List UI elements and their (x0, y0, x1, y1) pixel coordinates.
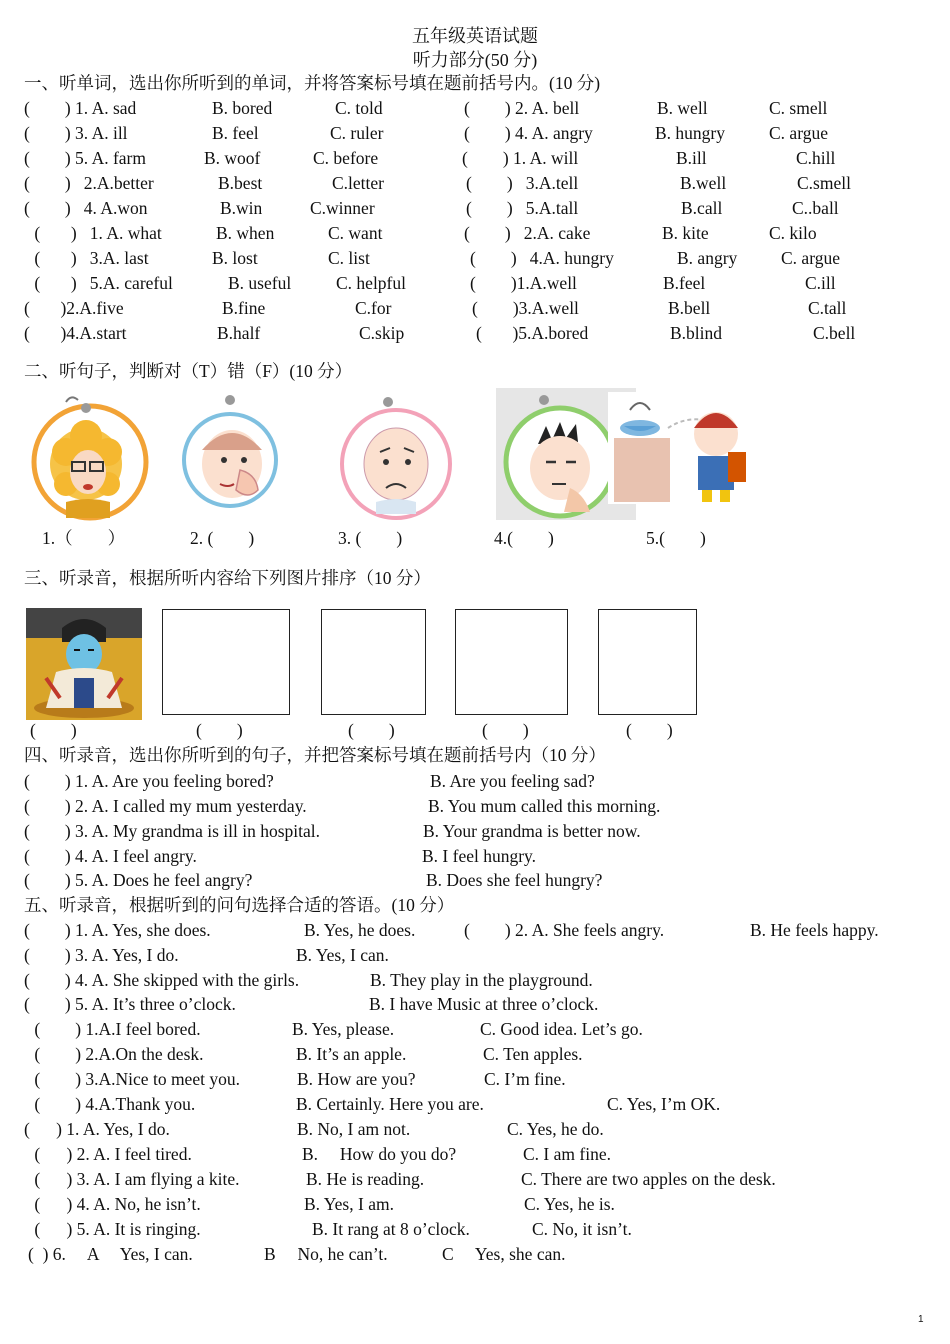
section1-option-c: C. list (328, 248, 370, 268)
section3-answer-label: ( ) (30, 720, 77, 740)
section1-item-right: ( ) 2.A. cake (464, 223, 591, 243)
section5-option-a: ( ) 1. A. Yes, I do. (24, 1119, 170, 1139)
section1-option-b: B. hungry (655, 123, 725, 143)
section5-option-c: C. Good idea. Let’s go. (480, 1019, 643, 1039)
section1-option-c: C..ball (792, 198, 839, 218)
section5-option-a: ( ) 3. A. I am flying a kite. (30, 1169, 240, 1189)
section4-option-a: ( ) 4. A. I feel angry. (24, 846, 197, 866)
section5-option-a: ( ) 5. A. It is ringing. (30, 1219, 201, 1239)
section5-option-b: B. Yes, I am. (304, 1194, 394, 1214)
section1-option-b: B.blind (670, 323, 723, 343)
section1-option-c: C. ruler (330, 123, 384, 143)
section4-option-b: B. Are you feeling sad? (430, 771, 595, 791)
section2-answer-label: 5.( ) (646, 528, 706, 548)
section1-option-b: B.bell (668, 298, 711, 318)
section3-heading: 三、听录音，根据所听内容给下列图片排序（10 分） (24, 568, 431, 588)
section1-option-b: B. when (216, 223, 275, 243)
section1-option-c: C.bell (813, 323, 856, 343)
section5-heading: 五、听录音，根据听到的问句选择合适的答语。(10 分） (24, 895, 455, 915)
empty-picture-box-4 (455, 609, 568, 715)
section2-heading: 二、听句子，判断对（T）错（F）(10 分） (24, 361, 353, 381)
section1-option-b: B.feel (663, 273, 706, 293)
section1-item-left: ( )2.A.five (24, 298, 124, 318)
section5-option-b: B. Yes, please. (292, 1019, 395, 1039)
section5-option-d: B. He feels happy. (750, 920, 879, 940)
picture-girl-fever (26, 392, 152, 522)
section1-item-left: ( ) 1. A. sad (24, 98, 137, 118)
section5-option-b: B. It’s an apple. (296, 1044, 407, 1064)
picture-hungry-boy (608, 392, 762, 504)
section5-option-a: ( ) 1. A. Yes, she does. (24, 920, 211, 940)
picture-opera-performer (26, 608, 142, 720)
section1-option-b: B.ill (676, 148, 707, 168)
section1-option-c: C. before (313, 148, 379, 168)
section5-option-b: B No, he can’t. (264, 1244, 388, 1264)
section5-option-b: B. Yes, I can. (296, 945, 389, 965)
section1-option-c: C. argue (781, 248, 840, 268)
section2-answer-label: 2. ( ) (190, 528, 255, 548)
section4-option-a: ( ) 1. A. Are you feeling bored? (24, 771, 274, 791)
section5-option-b: B. It rang at 8 o’clock. (312, 1219, 470, 1239)
section1-item-right: ( ) 4.A. hungry (470, 248, 614, 268)
section2-answer-label: 3. ( ) (338, 528, 403, 548)
section1-option-b: B. kite (662, 223, 709, 243)
section3-answer-label: ( ) (626, 720, 673, 740)
section1-item-left: ( ) 5. A. farm (24, 148, 146, 168)
section5-option-a: ( ) 6. A Yes, I can. (28, 1244, 193, 1264)
section5-option-c: C. No, it isn’t. (532, 1219, 632, 1239)
section5-option-a: ( ) 3. A. Yes, I do. (24, 945, 179, 965)
section1-option-c: C.for (355, 298, 392, 318)
section5-option-c: C. I am fine. (523, 1144, 611, 1164)
section5-option-a: ( ) 4. A. No, he isn’t. (30, 1194, 201, 1214)
section1-option-b: B. useful (228, 273, 292, 293)
section1-item-right: ( )1.A.well (470, 273, 577, 293)
section1-option-c: C.tall (808, 298, 847, 318)
section5-option-b: B. Certainly. Here you are. (296, 1094, 484, 1114)
section1-option-b: B. well (657, 98, 708, 118)
section5-option-a: ( ) 4.A.Thank you. (30, 1094, 196, 1114)
section1-option-c: C. kilo (769, 223, 817, 243)
section5-option-b: B. They play in the playground. (370, 970, 593, 990)
section5-option-b: B. Yes, he does. (304, 920, 416, 940)
page-title: 五年级英语试题 (412, 26, 538, 46)
section1-item-left: ( ) 5.A. careful (30, 273, 173, 293)
section1-option-b: B.best (218, 173, 263, 193)
section5-option-a: ( ) 4. A. She skipped with the girls. (24, 970, 300, 990)
section1-option-c: C.winner (310, 198, 375, 218)
section4-option-a: ( ) 2. A. I called my mum yesterday. (24, 796, 307, 816)
section1-option-b: B.win (220, 198, 263, 218)
section1-option-b: B. bored (212, 98, 273, 118)
empty-picture-box-5 (598, 609, 697, 715)
section1-option-b: B.fine (222, 298, 266, 318)
section4-option-b: B. You mum called this morning. (428, 796, 661, 816)
section1-item-right: ( )3.A.well (472, 298, 579, 318)
section1-item-left: ( ) 1. A. what (30, 223, 162, 243)
section1-item-right: ( ) 5.A.tall (466, 198, 579, 218)
section1-item-right: ( ) 3.A.tell (466, 173, 579, 193)
section5-option-a: ( ) 2.A.On the desk. (30, 1044, 204, 1064)
section5-option-b: B. How do you do? (302, 1144, 457, 1164)
section5-option-a: ( ) 5. A. It’s three o’clock. (24, 994, 236, 1014)
section4-option-b: B. Your grandma is better now. (423, 821, 641, 841)
section4-option-a: ( ) 3. A. My grandma is ill in hospital. (24, 821, 321, 841)
section1-item-left: ( ) 4. A.won (24, 198, 148, 218)
section1-item-left: ( ) 3.A. last (30, 248, 149, 268)
section1-option-b: B. feel (212, 123, 259, 143)
section5-option-b: B. How are you? (297, 1069, 416, 1089)
section5-option-b: B. He is reading. (306, 1169, 425, 1189)
section2-answer-label: 4.( ) (494, 528, 554, 548)
section1-option-b: B. woof (204, 148, 261, 168)
section1-option-c: C.ill (805, 273, 836, 293)
section5-option-b: B. I have Music at three o’clock. (369, 994, 599, 1014)
section1-option-c: C. told (335, 98, 383, 118)
section1-option-b: B. lost (212, 248, 258, 268)
section1-item-left: ( ) 2.A.better (24, 173, 154, 193)
section5-option-a: ( ) 2. A. I feel tired. (30, 1144, 192, 1164)
section1-item-right: ( ) 4. A. angry (464, 123, 593, 143)
empty-picture-box-2 (162, 609, 290, 715)
section4-heading: 四、听录音，选出你所听到的句子，并把答案标号填在题前括号内（10 分） (24, 745, 606, 765)
section1-option-c: C.letter (332, 173, 384, 193)
section3-answer-label: ( ) (196, 720, 243, 740)
section1-option-c: C.hill (796, 148, 836, 168)
section3-answer-label: ( ) (348, 720, 395, 740)
section4-option-b: B. Does she feel hungry? (426, 870, 603, 890)
section5-option-c: C. Yes, I’m OK. (607, 1094, 721, 1114)
section5-option-c: C. I’m fine. (484, 1069, 566, 1089)
section5-option-b: B. No, I am not. (297, 1119, 411, 1139)
section1-option-b: B.well (680, 173, 727, 193)
section5-option-a: ( ) 1.A.I feel bored. (30, 1019, 201, 1039)
section5-option-c: ( ) 2. A. She feels angry. (464, 920, 665, 940)
page-number: 1 (918, 1314, 924, 1325)
section5-option-c: C Yes, she can. (442, 1244, 566, 1264)
section5-option-a: ( ) 3.A.Nice to meet you. (30, 1069, 240, 1089)
section3-answer-label: ( ) (482, 720, 529, 740)
section2-answer-label: 1.（ ） (42, 528, 126, 548)
section1-item-right: ( )5.A.bored (476, 323, 589, 343)
section1-option-c: C. smell (769, 98, 828, 118)
section4-option-b: B. I feel hungry. (422, 846, 537, 866)
section5-option-c: C. Yes, he is. (524, 1194, 615, 1214)
section1-item-right: ( ) 2. A. bell (464, 98, 580, 118)
section5-option-c: C. Yes, he do. (507, 1119, 604, 1139)
picture-sad-boy (336, 390, 466, 522)
section1-option-c: C. argue (769, 123, 828, 143)
section1-heading: 一、听单词，选出你所听到的单词，并将答案标号填在题前括号内。(10 分) (24, 73, 601, 93)
section5-option-c: C. Ten apples. (483, 1044, 583, 1064)
section1-option-b: B.call (681, 198, 723, 218)
section1-item-left: ( )4.A.start (24, 323, 127, 343)
section1-option-c: C.smell (797, 173, 851, 193)
section5-option-c: C. There are two apples on the desk. (521, 1169, 776, 1189)
section1-option-b: B.half (217, 323, 261, 343)
section4-option-a: ( ) 5. A. Does he feel angry? (24, 870, 253, 890)
section1-option-c: C. want (328, 223, 383, 243)
section1-option-c: C. helpful (336, 273, 406, 293)
section1-option-c: C.skip (359, 323, 405, 343)
section1-option-b: B. angry (677, 248, 738, 268)
section1-item-left: ( ) 3. A. ill (24, 123, 128, 143)
section1-item-right: ( ) 1. A. will (462, 148, 579, 168)
picture-boy-toothache (174, 388, 306, 522)
empty-picture-box-3 (321, 609, 426, 715)
page-subtitle: 听力部分(50 分) (412, 50, 538, 70)
